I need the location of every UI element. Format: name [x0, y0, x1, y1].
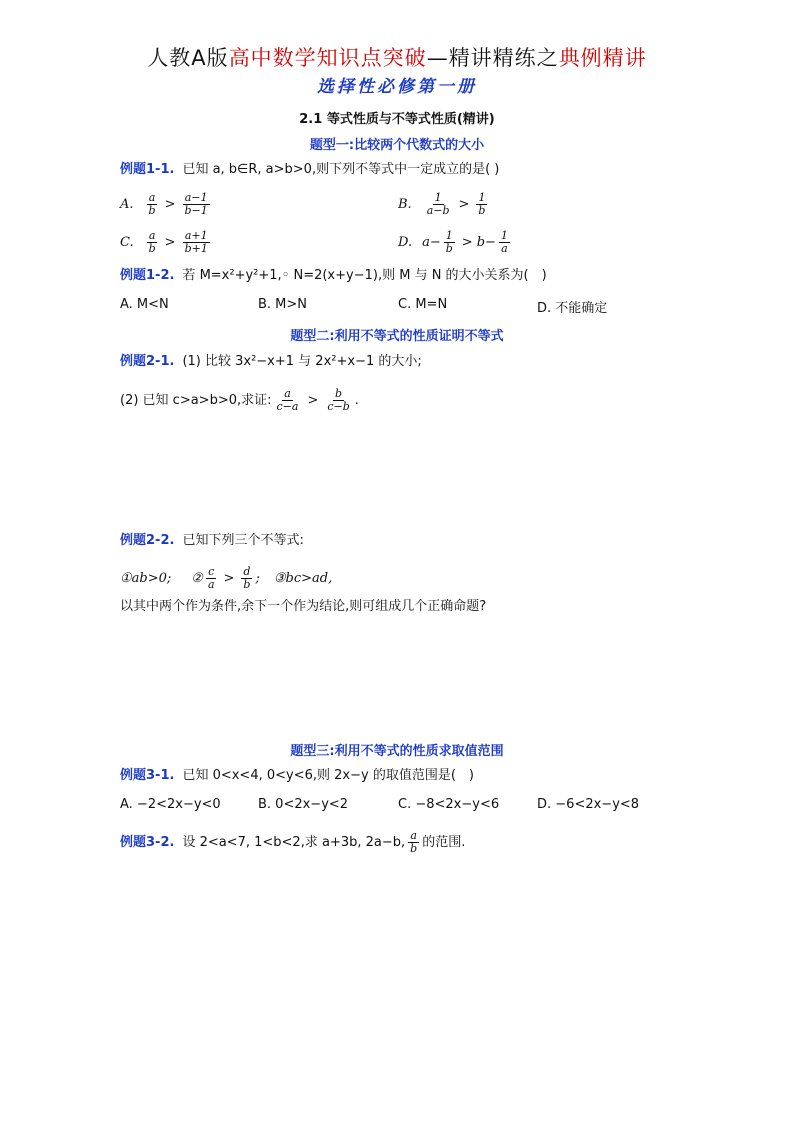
- ex1-2-text: 若 M=x²+y²+1,◦ N=2(x+y−1),则 M 与 N 的大小关系为( ): [182, 268, 547, 283]
- operator: >: [164, 235, 176, 250]
- ex2-1-part2: [120, 388, 359, 413]
- ex3-1-option-b: B. 0<2x−y<2: [258, 797, 349, 812]
- option-letter: C.: [120, 235, 134, 250]
- numerator: 1: [434, 191, 442, 204]
- header-part3: —精讲精练之: [426, 46, 559, 70]
- ex3-1-option-c: C. −8<2x−y<6: [398, 797, 500, 812]
- ex1-1-option-b: [398, 192, 490, 217]
- denominator: b−1: [184, 204, 208, 217]
- expression: b−: [476, 235, 496, 250]
- header-subtitle: 选择性必修第一册: [317, 77, 477, 97]
- fraction: [425, 192, 452, 217]
- numerator: 1: [500, 229, 508, 242]
- ex3-1-option-a: A. −2<2x−y<0: [120, 797, 221, 812]
- denominator: a−b: [426, 204, 450, 217]
- option-letter: A.: [120, 197, 134, 212]
- type2-title: 题型二:利用不等式的性质证明不等式: [290, 329, 504, 344]
- ex2-2-question-text: 以其中两个作为条件,余下一个作为结论,则可组成几个正确命题?: [120, 599, 487, 614]
- fraction: [147, 230, 158, 255]
- ex3-1-label: 例题3-1.: [120, 768, 175, 783]
- ex1-2-option-d: D. 不能确定: [537, 301, 608, 316]
- ex1-2-option-a: A. M<N: [120, 297, 169, 312]
- denominator: a: [207, 578, 215, 591]
- ex2-1-label: 例题2-1.: [120, 354, 175, 369]
- ex1-1-label: 例题1-1.: [120, 162, 175, 177]
- ex1-1-stem: [120, 162, 499, 178]
- ex1-2-label: 例题1-2.: [120, 268, 175, 283]
- numerator: a+1: [184, 229, 208, 242]
- period: .: [354, 392, 359, 408]
- denominator: b: [445, 242, 453, 255]
- numerator: 1: [445, 229, 453, 242]
- denominator: c−b: [327, 400, 350, 413]
- ex1-2-option-c: C. M=N: [398, 297, 448, 312]
- numerator: 1: [478, 191, 486, 204]
- condition-2-marker: ②: [191, 570, 203, 586]
- ex1-2-stem: [120, 268, 547, 284]
- numerator: a: [284, 387, 291, 400]
- denominator: b: [243, 578, 251, 591]
- ex1-1-text: 已知 a, b∈R, a>b>0,则下列不等式中一定成立的是( ): [182, 162, 500, 177]
- denominator: b: [478, 204, 486, 217]
- condition-3: ③bc>ad,: [273, 570, 333, 586]
- header-part2: 高中数学知识点突破: [228, 46, 427, 70]
- numerator: c: [208, 565, 215, 578]
- denominator: b: [410, 842, 418, 855]
- fraction: [147, 192, 158, 217]
- numerator: b: [335, 387, 343, 400]
- fraction: [183, 230, 210, 255]
- ex2-2-text: 已知下列三个不等式:: [182, 533, 304, 548]
- fraction: [241, 566, 252, 591]
- operator: >: [307, 392, 319, 408]
- ex3-2-text: 设 2<a<7, 1<b<2,求 a+3b, 2a−b,: [182, 834, 406, 850]
- denominator: c−a: [276, 400, 299, 413]
- numerator: a−1: [184, 191, 208, 204]
- numerator: a: [410, 829, 417, 842]
- fraction: [325, 388, 351, 413]
- separator: ;: [255, 570, 260, 586]
- ex3-1-stem: [120, 768, 474, 784]
- type1-title: 题型一:比较两个代数式的大小: [309, 138, 485, 153]
- ex3-2-label: 例题3-2.: [120, 834, 175, 850]
- ex3-2-text-end: 的范围.: [422, 834, 466, 850]
- page-header: [0, 42, 794, 72]
- fraction: [182, 192, 209, 217]
- ex2-1-stem: [120, 354, 422, 370]
- fraction: [275, 388, 301, 413]
- operator: >: [223, 570, 235, 586]
- denominator: b+1: [184, 242, 208, 255]
- denominator: a: [501, 242, 508, 255]
- option-letter: D.: [398, 235, 413, 250]
- ex3-2-stem: [120, 830, 465, 855]
- ex1-1-option-d: [398, 230, 513, 255]
- ex1-1-option-a: [120, 192, 213, 217]
- numerator: a: [148, 191, 156, 204]
- header-part4: 典例精讲: [558, 46, 647, 70]
- ex2-2-question: [120, 599, 486, 615]
- ex3-1-option-d: D. −6<2x−y<8: [537, 797, 640, 812]
- ex2-2-label: 例题2-2.: [120, 533, 175, 548]
- numerator: d: [243, 565, 251, 578]
- operator: >: [461, 235, 473, 250]
- fraction: [476, 192, 487, 217]
- ex2-1-part1: (1) 比较 3x²−x+1 与 2x²+x−1 的大小;: [182, 354, 422, 369]
- ex2-2-stem: [120, 533, 304, 549]
- fraction: [206, 566, 217, 591]
- ex1-2-option-b: B. M>N: [258, 297, 308, 312]
- ex1-1-option-c: [120, 230, 213, 255]
- header-part1: 人教A版: [147, 46, 229, 70]
- operator: >: [164, 197, 176, 212]
- fraction: [499, 230, 510, 255]
- ex2-2-conditions: [120, 566, 332, 591]
- option-letter: B.: [398, 197, 412, 212]
- section-title: 2.1 等式性质与不等式性质(精讲): [299, 112, 495, 127]
- numerator: a: [148, 229, 156, 242]
- type3-title: 题型三:利用不等式的性质求取值范围: [290, 744, 504, 759]
- fraction: [444, 230, 455, 255]
- denominator: b: [148, 204, 156, 217]
- ex3-1-text: 已知 0<x<4, 0<y<6,则 2x−y 的取值范围是( ): [182, 768, 474, 783]
- denominator: b: [148, 242, 156, 255]
- ex2-1-part2-text: (2) 已知 c>a>b>0,求证:: [120, 392, 272, 408]
- fraction: [408, 830, 419, 855]
- operator: >: [458, 197, 470, 212]
- condition-1: ①ab>0;: [120, 570, 172, 586]
- expression: a−: [422, 235, 441, 250]
